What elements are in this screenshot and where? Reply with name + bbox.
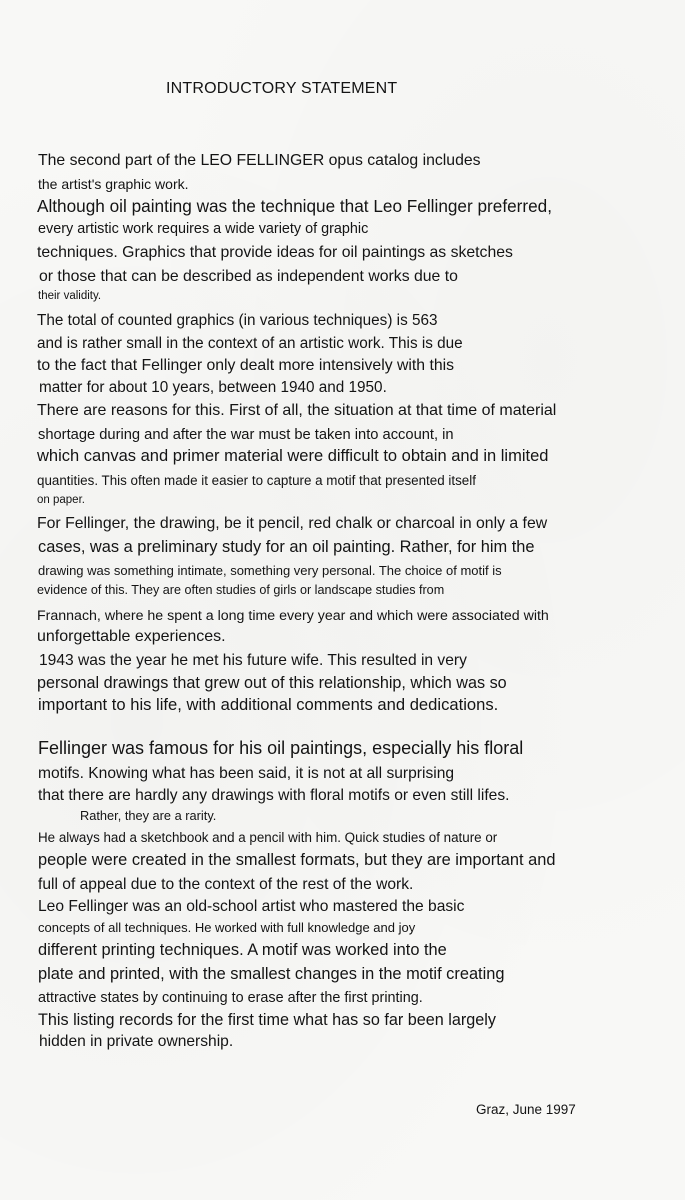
text-line: evidence of this. They are often studies of girls or landscape studies from: [37, 583, 445, 597]
text-line: quantities. This often made it easier to capture a motif that presented itself: [37, 473, 476, 488]
text-line: different printing techniques. A motif was worked into the: [38, 941, 447, 959]
text-line: important to his life, with additional comments and dedications.: [38, 695, 499, 714]
text-line: 1943 was the year he met his future wife. This resulted in very: [39, 652, 467, 669]
document-title: INTRODUCTORY STATEMENT: [166, 80, 398, 97]
text-line: drawing was something intimate, something very personal. The choice of motif is: [38, 563, 502, 578]
text-line: every artistic work requires a wide variety of graphic: [38, 221, 369, 237]
text-line: techniques. Graphics that provide ideas for oil paintings as sketches: [37, 244, 513, 261]
text-line: hidden in private ownership.: [39, 1033, 234, 1050]
text-line: There are reasons for this. First of all, the situation at that time of material: [37, 402, 557, 419]
text-line: people were created in the smallest formats, but they are important and: [38, 851, 556, 869]
text-line: concepts of all techniques. He worked with full knowledge and joy: [38, 920, 416, 935]
text-line: cases, was a preliminary study for an oil painting. Rather, for him the: [38, 538, 535, 556]
text-line: Leo Fellinger was an old-school artist who mastered the basic: [38, 898, 465, 915]
text-line: full of appeal due to the context of the rest of the work.: [38, 876, 414, 893]
text-line: Although oil painting was the technique that Leo Fellinger preferred,: [37, 196, 553, 216]
text-line: attractive states by continuing to erase after the first printing.: [38, 990, 423, 1006]
text-line: to the fact that Fellinger only dealt more intensively with this: [37, 357, 455, 374]
text-line: Fellinger was famous for his oil paintings, especially his floral: [38, 738, 524, 758]
text-line: on paper.: [37, 494, 85, 506]
text-line: motifs. Knowing what has been said, it is not at all surprising: [38, 765, 455, 782]
text-line: unforgettable experiences.: [37, 628, 226, 645]
text-line: the artist's graphic work.: [38, 176, 189, 192]
text-line: personal drawings that grew out of this relationship, which was so: [37, 674, 507, 692]
text-line: and is rather small in the context of an artistic work. This is due: [37, 335, 463, 352]
text-line: that there are hardly any drawings with floral motifs or even still lifes.: [38, 787, 510, 804]
place-date-signature: Graz, June 1997: [476, 1102, 576, 1117]
text-line: their validity.: [38, 290, 102, 302]
text-line: matter for about 10 years, between 1940 and 1950.: [39, 379, 387, 396]
text-line: This listing records for the first time what has so far been largely: [38, 1011, 496, 1029]
text-line: The total of counted graphics (in various techniques) is 563: [37, 312, 438, 329]
text-line: Frannach, where he spent a long time every year and which were associated with: [37, 608, 549, 624]
text-line: Rather, they are a rarity.: [80, 808, 217, 823]
text-line: For Fellinger, the drawing, be it pencil, red chalk or charcoal in only a few: [37, 515, 548, 532]
text-line: shortage during and after the war must be taken into account, in: [38, 427, 454, 443]
text-line: The second part of the LEO FELLINGER opus catalog includes: [38, 152, 481, 169]
text-line: plate and printed, with the smallest changes in the motif creating: [38, 965, 505, 983]
text-line: which canvas and primer material were difficult to obtain and in limited: [37, 447, 549, 465]
text-line: or those that can be described as independent works due to: [39, 268, 458, 285]
text-line: He always had a sketchbook and a pencil with him. Quick studies of nature or: [38, 830, 498, 845]
